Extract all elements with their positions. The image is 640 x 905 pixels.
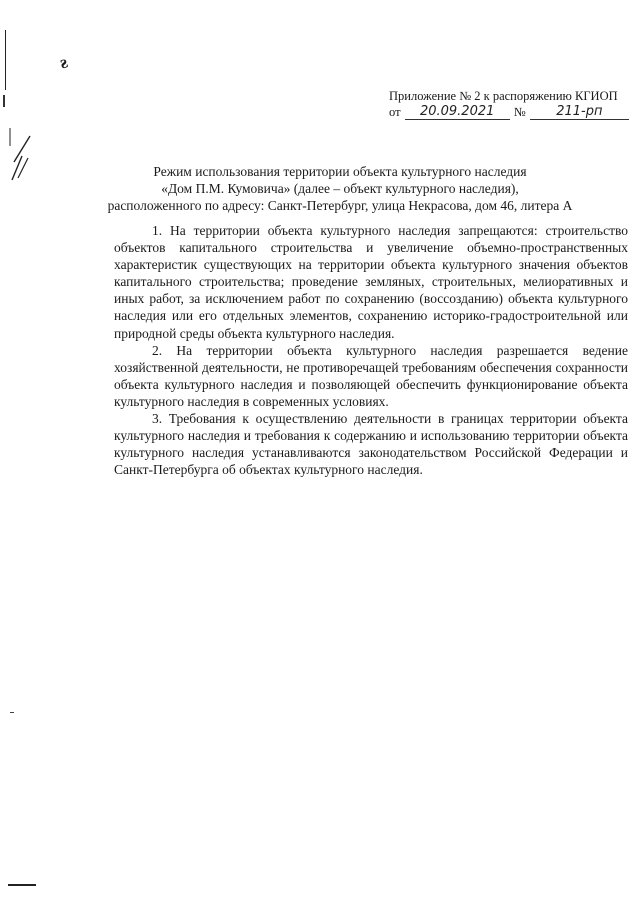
from-label: от	[389, 105, 401, 119]
paragraph-3: 3. Требования к осуществлению деятельности в границах территории объекта культурного наследия и требования к содержанию и использованию территории объекта культурного наследия устанавливаются законодательством Российской Федерации и Санкт-Петербурга об объектах культурного наследия.	[114, 411, 628, 478]
scan-slash-marks	[8, 128, 38, 188]
handwritten-number: 211-рп	[530, 105, 629, 120]
appendix-date-number	[389, 104, 629, 120]
document-body	[114, 222, 628, 478]
scan-bottom-mark	[8, 884, 36, 886]
paragraph-2: 2. На территории объекта культурного наследия разрешается ведение хозяйственной деятельности, не противоречащей требованиям обеспечения сохранности объекта культурного наследия и позволяющей обеспечить функционирование объекта культурного наследия в современных условиях.	[114, 342, 628, 409]
title-line-1: Режим использования территории объекта культурного наследия	[153, 164, 527, 179]
handwritten-date: 20.09.2021	[405, 105, 510, 120]
number-sign: №	[513, 105, 526, 119]
scan-edge-line	[5, 30, 6, 90]
appendix-header	[389, 88, 629, 120]
scan-dot	[10, 712, 14, 713]
paragraph-1: 1. На территории объекта культурного наследия запрещаются: строительство объектов капитального строительства и увеличение объемно-пространственных характеристик существующих на территории объекта культурного значения объектов капитального строительства; проведение земляных, строительных, мелиоративных и иных работ, за исключением работ по сохранению (воссозданию) объекта культурного наследия или его отдельных элементов, сохранению историко-градостроительной или природной среды объекта культурного наследия.	[114, 223, 628, 341]
scan-edge-mark	[3, 95, 5, 107]
handwritten-corner-mark: ƨ	[56, 51, 71, 73]
title-line-3: расположенного по адресу: Санкт-Петербург, улица Некрасова, дом 46, литера А	[107, 198, 573, 213]
title-line-2: «Дом П.М. Кумовича» (далее – объект культурного наследия),	[161, 181, 519, 196]
document-title	[100, 163, 580, 214]
appendix-title: Приложение № 2 к распоряжению КГИОП	[389, 89, 618, 103]
